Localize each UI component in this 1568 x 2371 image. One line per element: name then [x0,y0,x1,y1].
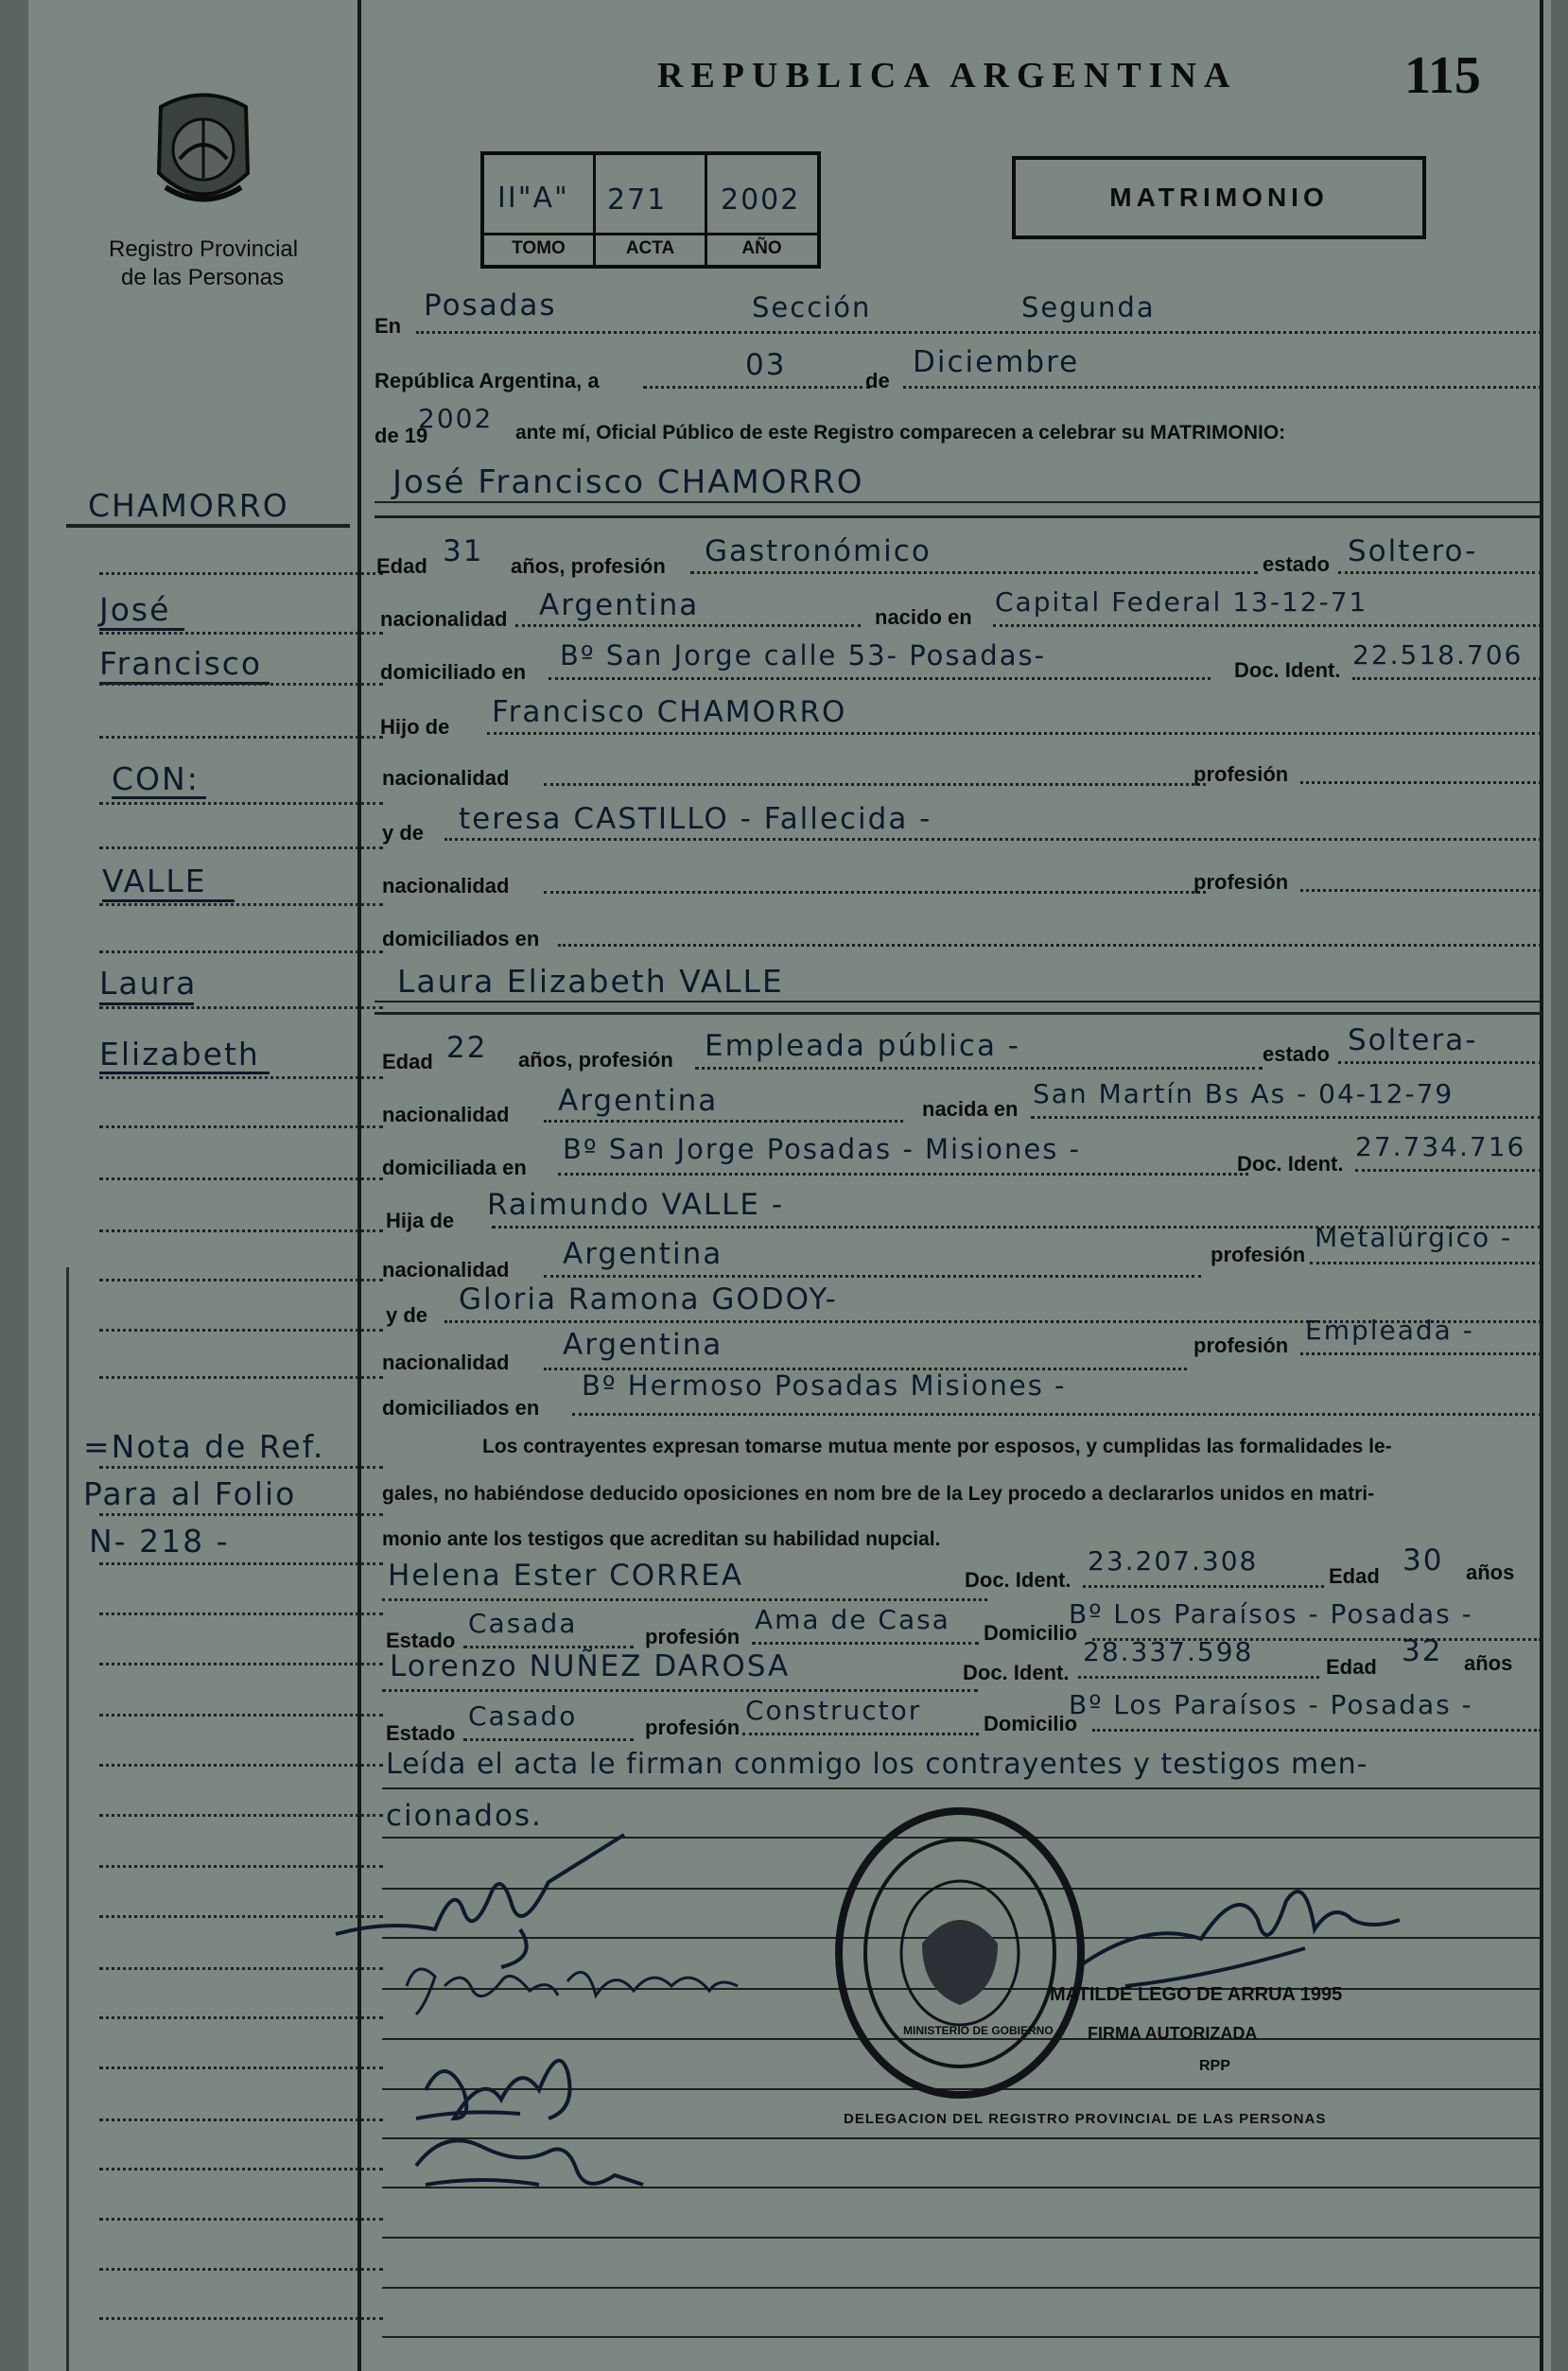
margin-line [99,572,383,575]
field-line [382,2336,1542,2338]
margin-line [99,2066,383,2069]
country-title: REPUBLICA ARGENTINA [657,56,1238,96]
official-rpp-stamp: RPP [1199,2058,1230,2074]
margin-line [99,903,383,906]
margin-underline [99,628,184,631]
label-hija-de: Hija de [386,1209,455,1232]
label-profesion: profesión [645,1716,740,1739]
margin-line [99,1613,383,1615]
groom-father: Francisco CHAMORRO [492,695,847,729]
field-line [382,2287,1542,2289]
bride-profession: Empleada pública - [705,1029,1020,1063]
field-line [544,1275,1201,1278]
groom-status: Soltero- [1348,534,1478,568]
label-anos-profesion: años, profesión [511,554,666,578]
label-nacido-en: nacido en [875,605,972,629]
margin-line [99,1006,383,1009]
label-de-year: de 19 [375,424,428,447]
bride-status: Soltera- [1348,1023,1478,1057]
field-line [375,515,1542,518]
field-line [463,1738,634,1741]
label-en: En [375,314,402,338]
tomo-value: II"A" [497,182,569,215]
bride-father-profession: Metalúrgico - [1315,1222,1513,1253]
label-profesion: profesión [645,1625,740,1648]
field-line [1338,571,1542,574]
label-domicilio: Domicilio [984,1712,1078,1735]
witness2-age: 32 [1402,1634,1443,1668]
label-estado: estado [1263,1042,1330,1066]
field-line [463,1646,634,1648]
label-anos: años [1464,1651,1513,1675]
witness1-doc: 23.207.308 [1088,1545,1259,1577]
label-estado: Estado [386,1629,456,1652]
field-line [375,1012,1542,1015]
field-line [1338,1061,1542,1064]
witness2-address: Bº Los Paraísos - Posadas - [1069,1689,1473,1720]
witness2-doc: 28.337.598 [1083,1636,1254,1667]
label-anos-profesion: años, profesión [518,1048,673,1072]
margin-groom-surname: CHAMORRO [88,487,289,524]
field-line [544,1120,903,1123]
field-line [1300,781,1542,784]
groom-mother: teresa CASTILLO - Fallecida - [459,802,932,836]
label-nacida-en: nacida en [922,1097,1019,1121]
margin-underline [99,1072,270,1074]
ano-value: 2002 [721,183,801,217]
label-nacionalidad: nacionalidad [382,1103,510,1126]
field-line [1092,1729,1542,1732]
witness1-status: Casada [468,1608,578,1639]
label-nacionalidad: nacionalidad [382,766,510,790]
label-profesion: profesión [1193,762,1289,786]
groom-age: 31 [443,534,484,568]
margin-bride-name2: Elizabeth [99,1036,260,1072]
label-y-de: y de [382,821,425,845]
label-domicilio: Domicilio [984,1621,1078,1645]
declaration-line2: gales, no habiéndose deducido oposiciones en nom bre de la Ley procedo a declararlos unidos en matri- [382,1483,1375,1505]
province-seal-icon [142,83,265,216]
label-hijo-de: Hijo de [380,715,450,739]
field-line [1310,1262,1542,1264]
margin-line [99,1177,383,1180]
margin-line [99,1329,383,1332]
margin-line [99,1466,383,1469]
section-label: Sección [752,291,872,323]
margin-line [99,2218,383,2221]
margin-note-line2: Para al Folio [83,1475,297,1512]
margin-line [99,1125,383,1128]
field-line [382,1689,978,1692]
margin-bride-name1: Laura [99,965,198,1002]
margin-underline [112,796,206,799]
field-line [690,571,1258,574]
label-domiciliado-en: domiciliado en [380,660,527,684]
field-line [572,1413,1542,1416]
label-republica: República Argentina, a [375,369,600,392]
label-nacionalidad: nacionalidad [382,1351,510,1374]
label-nacionalidad: nacionalidad [382,874,510,898]
bride-address: Bº San Jorge Posadas - Misiones - [563,1133,1081,1165]
field-line [558,944,1542,947]
groom-full-name: José Francisco CHAMORRO [392,463,864,501]
margin-groom-name2: Francisco [99,645,263,682]
margin-line [99,1229,383,1232]
groom-profession: Gastronómico [705,534,932,568]
field-line [643,386,870,389]
registry-name-line2: de las Personas [121,265,285,290]
groom-address: Bº San Jorge calle 53- Posadas- [560,639,1047,671]
label-edad: Edad [1329,1564,1380,1588]
stamp-ring-text: DELEGACION DEL REGISTRO PROVINCIAL DE LAS PERSONAS [844,2111,1327,2127]
margin-line [99,683,383,686]
margin-line [99,1279,383,1281]
witness1-age: 30 [1402,1543,1444,1578]
field-line [742,1733,979,1735]
field-line [487,732,1542,735]
field-line [993,624,1542,627]
bride-mother: Gloria Ramona GODOY- [459,1282,838,1316]
record-type-label: MATRIMONIO [1109,183,1329,212]
margin-line [99,1513,383,1516]
margin-line [99,736,383,739]
label-domiciliados-en: domiciliados en [382,1396,540,1420]
certificate-page [28,0,1551,2371]
margin-line [99,2016,383,2019]
field-line [752,1642,979,1645]
margin-rule [66,524,350,528]
field-line [382,1787,1542,1789]
margin-line [99,1764,383,1767]
witness1-name: Helena Ester CORREA [388,1559,744,1593]
field-line [382,1598,987,1601]
label-de: de [865,369,890,392]
margin-note-line3: N- 218 - [89,1523,230,1560]
field-line [1355,1169,1542,1172]
label-doc-ident: Doc. Ident. [1234,658,1341,682]
label-ante: ante mí, Oficial Público de este Registro comparecen a celebrar su MATRIMONIO: [515,422,1286,444]
stamp-inner-text: MINISTERIO DE GOBIERNO [903,2024,1054,2037]
bride-birth: San Martín Bs As - 04-12-79 [1033,1078,1455,1109]
label-estado: Estado [386,1721,456,1745]
field-line [375,501,1542,503]
witness2-name: Lorenzo NUÑEZ DAROSA [390,1649,791,1683]
label-edad: Edad [376,554,427,578]
groom-nationality: Argentina [539,588,700,622]
field-line [558,1173,1248,1176]
margin-line [99,802,383,805]
label-profesion: profesión [1211,1243,1306,1266]
declaration-line1: Los contrayentes expresan tomarse mutua mente por esposos, y cumplidas las formalidades le- [482,1436,1392,1457]
bride-father: Raimundo VALLE - [487,1188,785,1222]
signature-witness2 [407,2118,653,2204]
label-domiciliados-en: domiciliados en [382,927,540,950]
label-profesion: profesión [1193,1334,1289,1357]
closing-line2: cionados. [386,1799,543,1833]
volume-record-box [480,151,821,269]
page-number: 115 [1404,46,1481,105]
margin-line [99,1076,383,1079]
declaration-line3: monio ante los testigos que acreditan su habilidad nupcial. [382,1528,941,1550]
margin-groom-name1: José [99,591,171,628]
field-line [1300,1352,1542,1355]
margin-line [99,2168,383,2171]
label-nacionalidad: nacionalidad [382,1258,510,1281]
witness2-profession: Constructor [745,1695,922,1726]
margin-bride-surname: VALLE [102,863,207,899]
label-edad: Edad [1326,1655,1377,1679]
registry-name-line1: Registro Provincial [109,236,299,262]
ano-label: AÑO [741,238,782,258]
label-nacionalidad: nacionalidad [380,607,508,631]
acta-value: 271 [607,183,668,217]
margin-line [99,1562,383,1565]
label-doc-ident: Doc. Ident. [963,1661,1070,1684]
bride-father-nationality: Argentina [563,1237,723,1271]
field-line [549,677,1211,680]
label-y-de: y de [386,1303,428,1327]
city-value: Posadas [424,288,557,323]
label-doc-ident: Doc. Ident. [1237,1152,1344,1176]
official-authorized-stamp: FIRMA AUTORIZADA [1088,2024,1258,2043]
acta-label: ACTA [625,238,675,258]
month-value: Diciembre [913,345,1080,379]
groom-doc: 22.518.706 [1352,639,1524,671]
groom-birth: Capital Federal 13-12-71 [995,586,1368,618]
section-value: Segunda [1021,291,1156,323]
bride-nationality: Argentina [558,1084,719,1118]
field-line [382,2237,1542,2239]
label-profesion: profesión [1193,870,1289,894]
field-line [375,1001,1542,1002]
field-line [1083,1585,1324,1588]
bride-parents-address: Bº Hermoso Posadas Misiones - [582,1369,1067,1402]
margin-line [99,1814,383,1817]
margin-divider [357,0,361,2371]
right-edge-line [1540,0,1543,2371]
margin-underline [102,899,235,902]
field-line [515,624,861,627]
bride-mother-profession: Empleada - [1305,1315,1474,1346]
field-line [1031,1116,1542,1119]
margin-line [99,2118,383,2121]
signature-bride [397,1948,757,2024]
margin-line [99,950,383,953]
witness1-profession: Ama de Casa [755,1604,950,1635]
margin-line [99,2268,383,2271]
margin-underline [99,1002,194,1005]
bride-mother-nationality: Argentina [563,1328,723,1362]
record-type-box [1012,156,1426,239]
margin-connector: CON: [112,760,200,797]
official-seal-stamp [832,1802,1088,2104]
witness1-address: Bº Los Paraísos - Posadas - [1069,1598,1473,1630]
year-value: 2002 [418,403,494,434]
tomo-label: TOMO [512,238,566,258]
field-line [544,891,1206,894]
field-line [1352,677,1542,680]
margin-line [99,2317,383,2320]
field-line [416,331,1542,334]
field-line [695,1067,1263,1070]
field-line [1078,1676,1319,1679]
left-edge-line [66,1267,69,2371]
label-doc-ident: Doc. Ident. [965,1568,1071,1592]
label-anos: años [1466,1560,1515,1584]
label-edad: Edad [382,1050,433,1073]
bride-full-name: Laura Elizabeth VALLE [397,963,784,1000]
margin-line [99,1376,383,1379]
field-line [1300,889,1542,892]
margin-line [99,632,383,635]
margin-line [99,1714,383,1717]
official-name-stamp: MATILDE LEGO DE ARRUA 1995 [1050,1984,1343,2005]
label-domiciliada-en: domiciliada en [382,1156,527,1179]
margin-note-line1: =Nota de Ref. [83,1428,325,1465]
margin-line [99,846,383,849]
field-line [903,386,1542,389]
field-line [444,838,1542,841]
box-caption-rule [484,233,817,235]
field-line [544,783,1206,786]
witness2-status: Casado [468,1700,578,1732]
day-value: 03 [745,348,787,382]
bride-doc: 27.734.716 [1355,1131,1526,1162]
margin-line [99,1663,383,1665]
bride-age: 22 [446,1031,488,1065]
closing-line1: Leída el acta le firman conmigo los contrayentes y testigos men- [386,1748,1368,1781]
label-estado: estado [1263,552,1330,576]
